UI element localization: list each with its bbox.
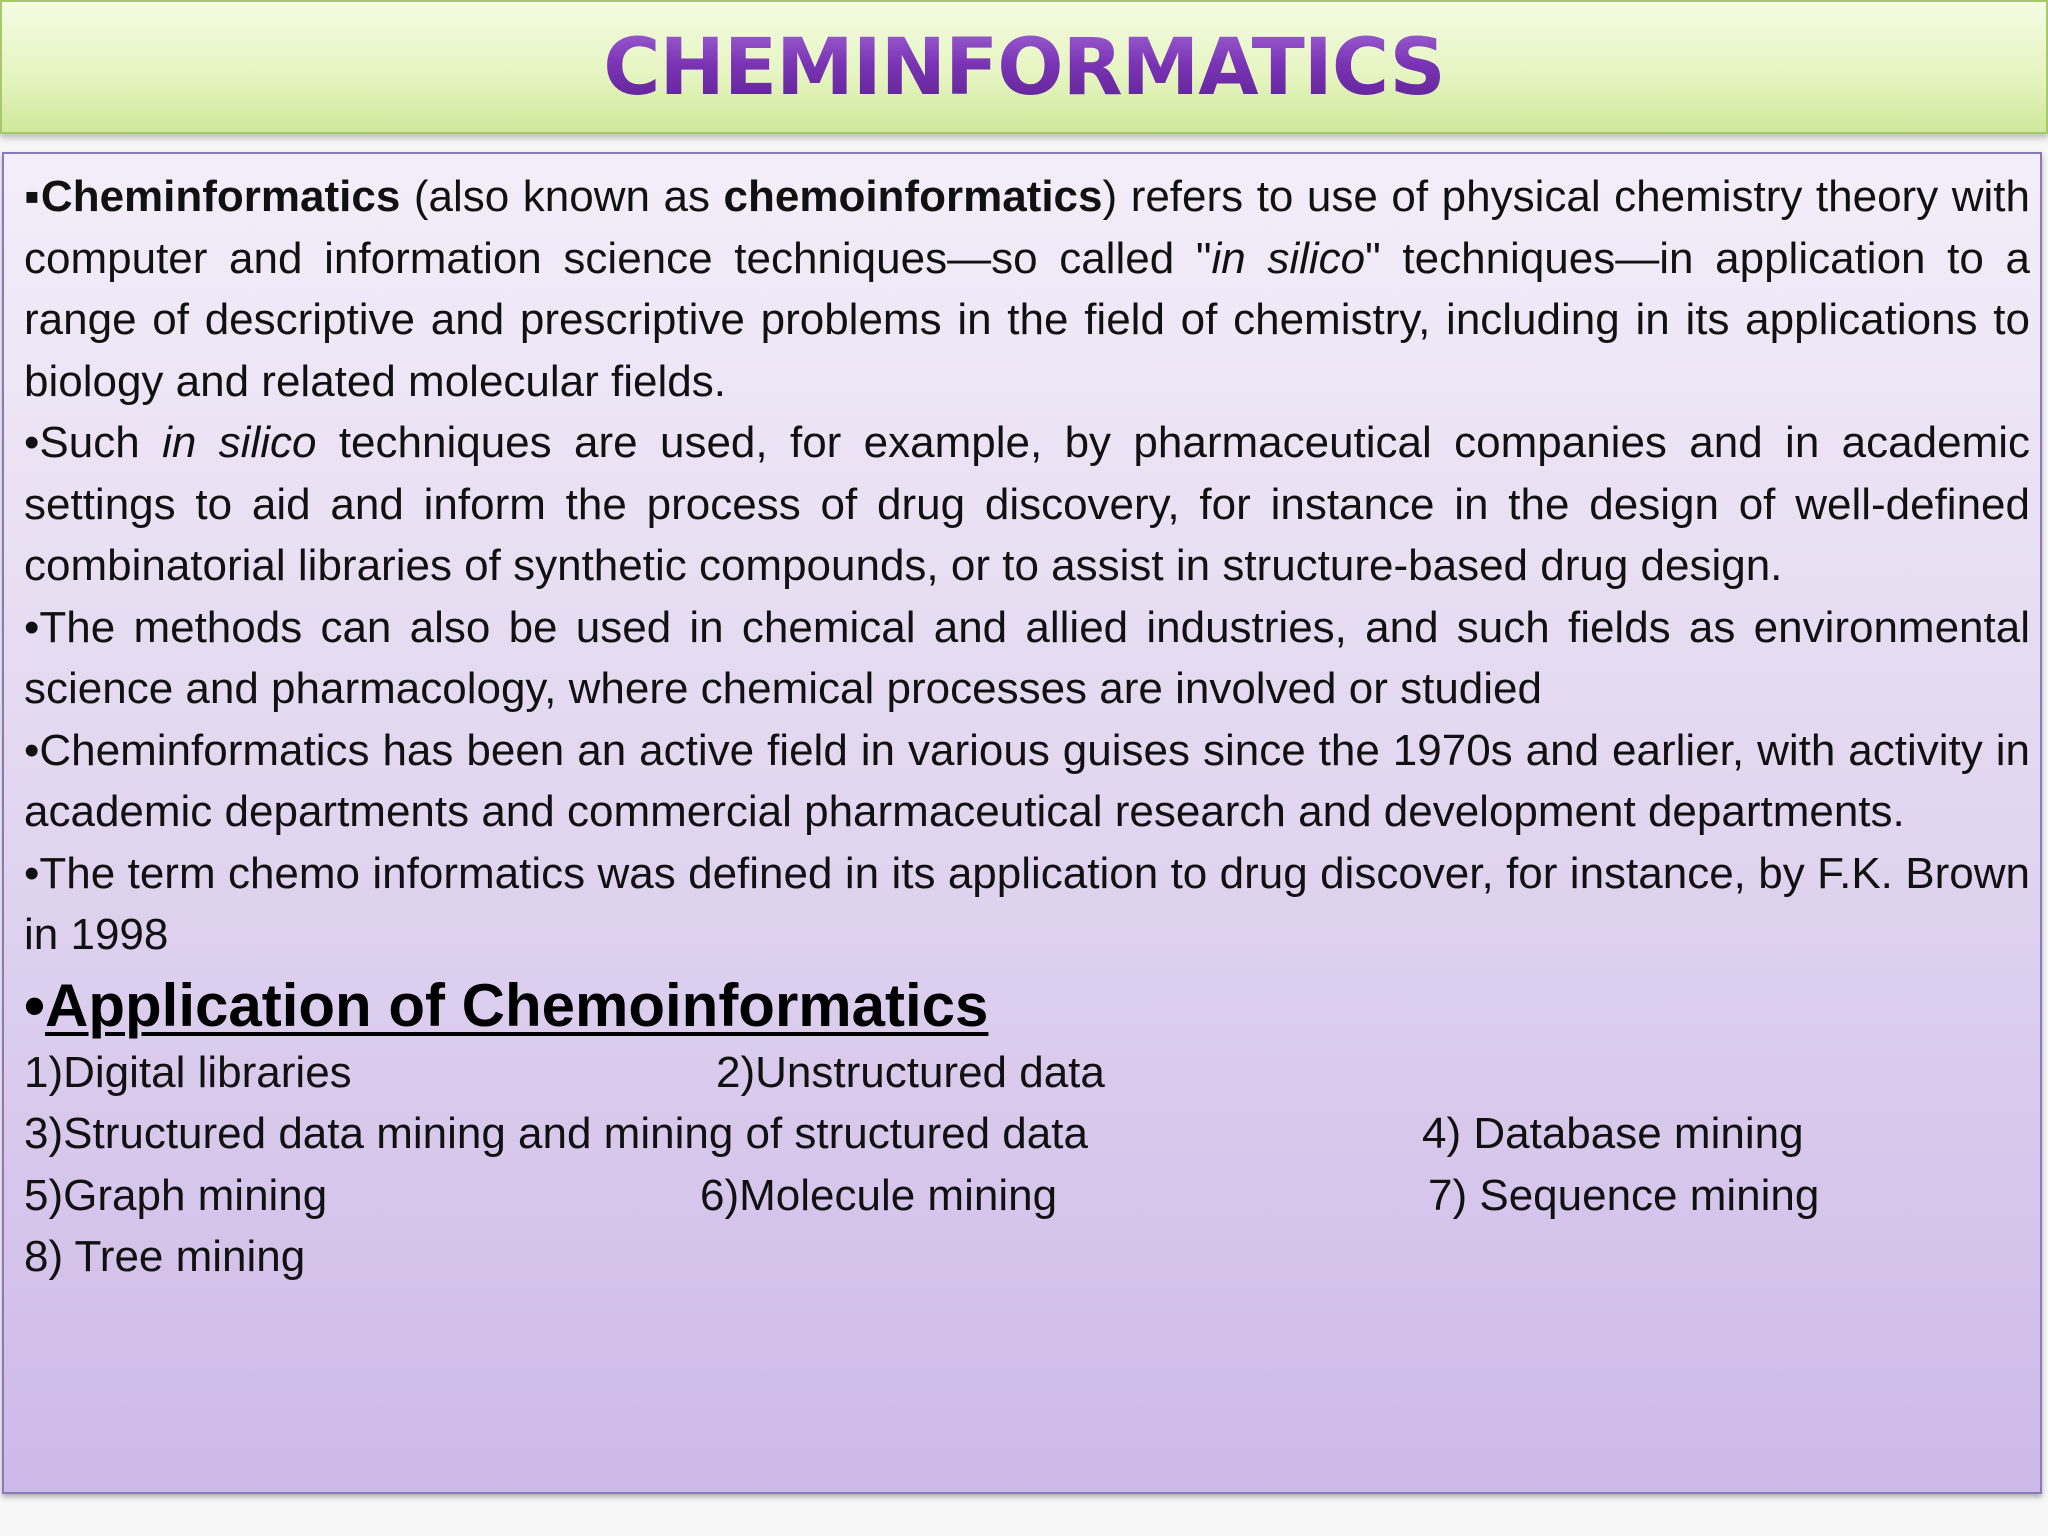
heading-bullet: • xyxy=(24,971,46,1039)
content-box xyxy=(2,152,2042,1494)
application-item: 2)Unstructured data xyxy=(716,1047,1105,1097)
italic-in-silico: in silico xyxy=(162,418,317,467)
slide-title: CHEMINFORMATICS xyxy=(2,20,2046,116)
applications-row-4 xyxy=(24,1226,2030,1288)
paragraph-term: •The term chemo informatics was defined in its application to drug discover, for instance, by F.K. Brown in 1998 xyxy=(24,848,2030,959)
italic-in-silico: in silico xyxy=(1211,233,1366,283)
definition-text-3: " techniques—in application to a range of descriptive and prescriptive problems in the field of chemistry, including in its applications to biology and related molecular fields. xyxy=(24,233,2030,406)
application-item: 4) Database mining xyxy=(1422,1109,1804,1158)
applications-row-2 xyxy=(24,1103,2030,1165)
body-text xyxy=(24,166,2030,1288)
application-item: 6)Molecule mining xyxy=(700,1170,1058,1220)
term-chemoinformatics: chemoinformatics xyxy=(723,172,1103,221)
application-item: 5)Graph mining xyxy=(24,1170,328,1220)
application-item: 3)Structured data mining and mining of structured data xyxy=(24,1109,1088,1158)
applications-heading-text: Application of Chemoinformatics xyxy=(45,971,989,1039)
application-item: 8) Tree mining xyxy=(24,1232,306,1281)
definition-text-2: ) refers to use of physical chemistry theory with computer and information science techniques—so called " xyxy=(24,172,2030,283)
applications-heading xyxy=(24,970,2030,1042)
paragraph-in-silico xyxy=(24,412,2030,597)
title-bar xyxy=(0,0,2048,134)
square-bullet: ▪ xyxy=(24,172,41,221)
in-silico-lead: •Such xyxy=(24,418,163,467)
paragraph-methods: •The methods can also be used in chemical and allied industries, and such fields as environmental science and pharmacology, where chemical processes are involved or studied xyxy=(24,602,2030,713)
term-cheminformatics: Cheminformatics xyxy=(40,172,401,221)
application-item: 7) Sequence mining xyxy=(1428,1170,1820,1220)
in-silico-text: techniques are used, for example, by pharmaceutical companies and in academic settings to aid and inform the process of drug discovery, for instance in the design of well-defined combinatorial libraries of synthetic compounds, or to assist in structure-based drug design. xyxy=(24,418,2030,590)
paragraph-definition xyxy=(24,166,2030,412)
application-item: 1)Digital libraries xyxy=(24,1047,352,1097)
applications-row-3 xyxy=(24,1165,2030,1227)
applications-row-1 xyxy=(24,1042,2030,1104)
paragraph-history: •Cheminformatics has been an active field in various guises since the 1970s and earlier, with activity in academic departments and commercial pharmaceutical research and development departments. xyxy=(24,725,2030,836)
definition-text-1: (also known as xyxy=(400,172,724,221)
